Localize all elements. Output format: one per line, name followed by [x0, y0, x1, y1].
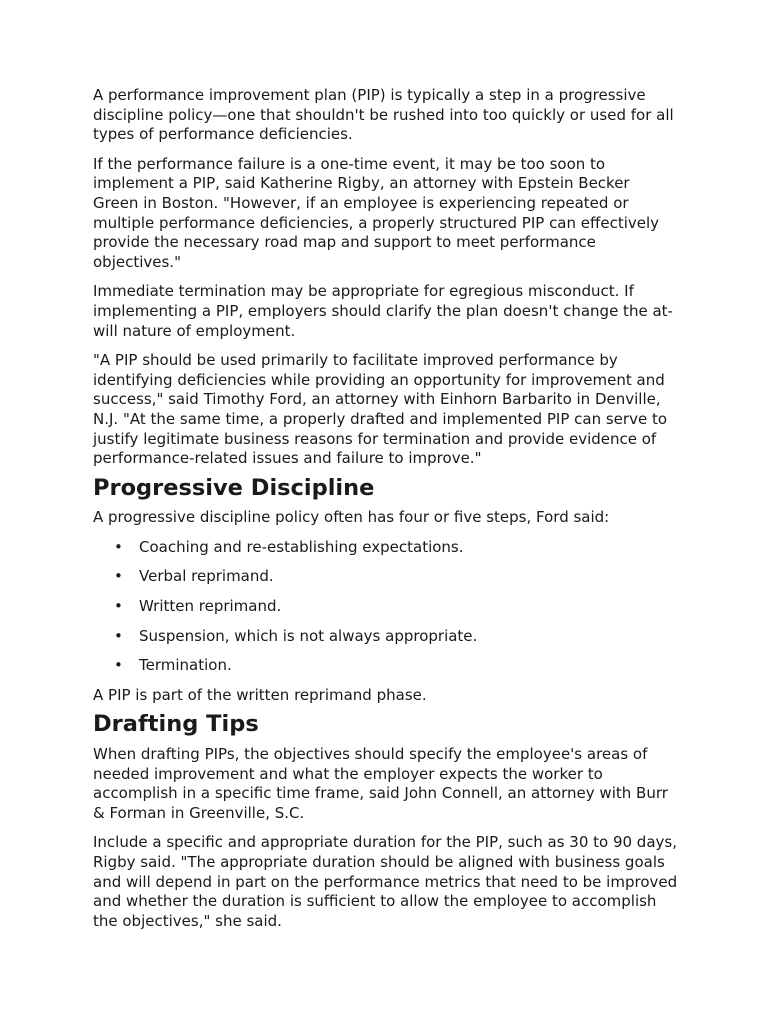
list-item-text: Written reprimand.: [139, 597, 282, 616]
list-item: [93, 567, 678, 587]
bullet-icon: •: [114, 597, 123, 616]
bullet-icon: •: [114, 567, 123, 586]
paragraph-rigby-one-time-event: If the performance failure is a one-time event, it may be too soon to implement a PIP, said Katherine Rigby, an attorney with Epstein Becker Green in Boston. "However, if an employee is experiencing repeated or multiple performance deficiencies, a properly structured PIP can effectively provide the necessary road map and support to meet performance objectives.": [93, 154, 660, 271]
paragraph-written-reprimand-phase: A PIP is part of the written reprimand phase.: [93, 685, 427, 704]
list-item-text: Suspension, which is not always appropriate.: [139, 626, 478, 645]
list-item: [93, 597, 678, 617]
bullet-icon: •: [114, 537, 123, 556]
paragraph-connell-objectives: When drafting PIPs, the objectives should specify the employee's areas of needed improvement and what the employer expects the worker to accomplish in a specific time frame, said John Connell, an attorney with Burr & Forman in Greenville, S.C.: [93, 745, 668, 822]
heading-drafting-tips: Drafting Tips: [93, 711, 259, 738]
list-item-text: Termination.: [139, 656, 232, 675]
document-body: [93, 86, 678, 941]
list-item: [93, 538, 678, 558]
paragraph-pip-intro: A performance improvement plan (PIP) is typically a step in a progressive discipline policy—one that shouldn't be rushed into too quickly or used for all types of performance deficiencies.: [93, 86, 674, 144]
discipline-steps-list: [93, 538, 678, 676]
list-item-text: Coaching and re-establishing expectations.: [139, 537, 464, 556]
paragraph-ford-quote: "A PIP should be used primarily to facilitate improved performance by identifying deficiencies while providing an opportunity for improvement and success," said Timothy Ford, an attorney with Einhorn Barbarito in Denville, N.J. "At the same time, a properly drafted and implemented PIP can serve to justify legitimate business reasons for termination and provide evidence of performance-related issues and failure to improve.": [93, 351, 668, 468]
paragraph-rigby-duration: Include a specific and appropriate duration for the PIP, such as 30 to 90 days, Rigby said. "The appropriate duration should be aligned with business goals and will depend in part on the performance metrics that need to be improved and whether the duration is sufficient to allow the employee to accomplish the objectives," she said.: [93, 833, 678, 930]
list-item: [93, 627, 678, 647]
bullet-icon: •: [114, 626, 123, 645]
paragraph-immediate-termination: Immediate termination may be appropriate for egregious misconduct. If implementing a PIP, employers should clarify the plan doesn't change the at-will nature of employment.: [93, 282, 673, 340]
heading-progressive-discipline: Progressive Discipline: [93, 474, 375, 501]
list-item: [93, 656, 678, 676]
bullet-icon: •: [114, 656, 123, 675]
list-item-text: Verbal reprimand.: [139, 567, 274, 586]
paragraph-steps-intro: A progressive discipline policy often has four or five steps, Ford said:: [93, 508, 610, 527]
